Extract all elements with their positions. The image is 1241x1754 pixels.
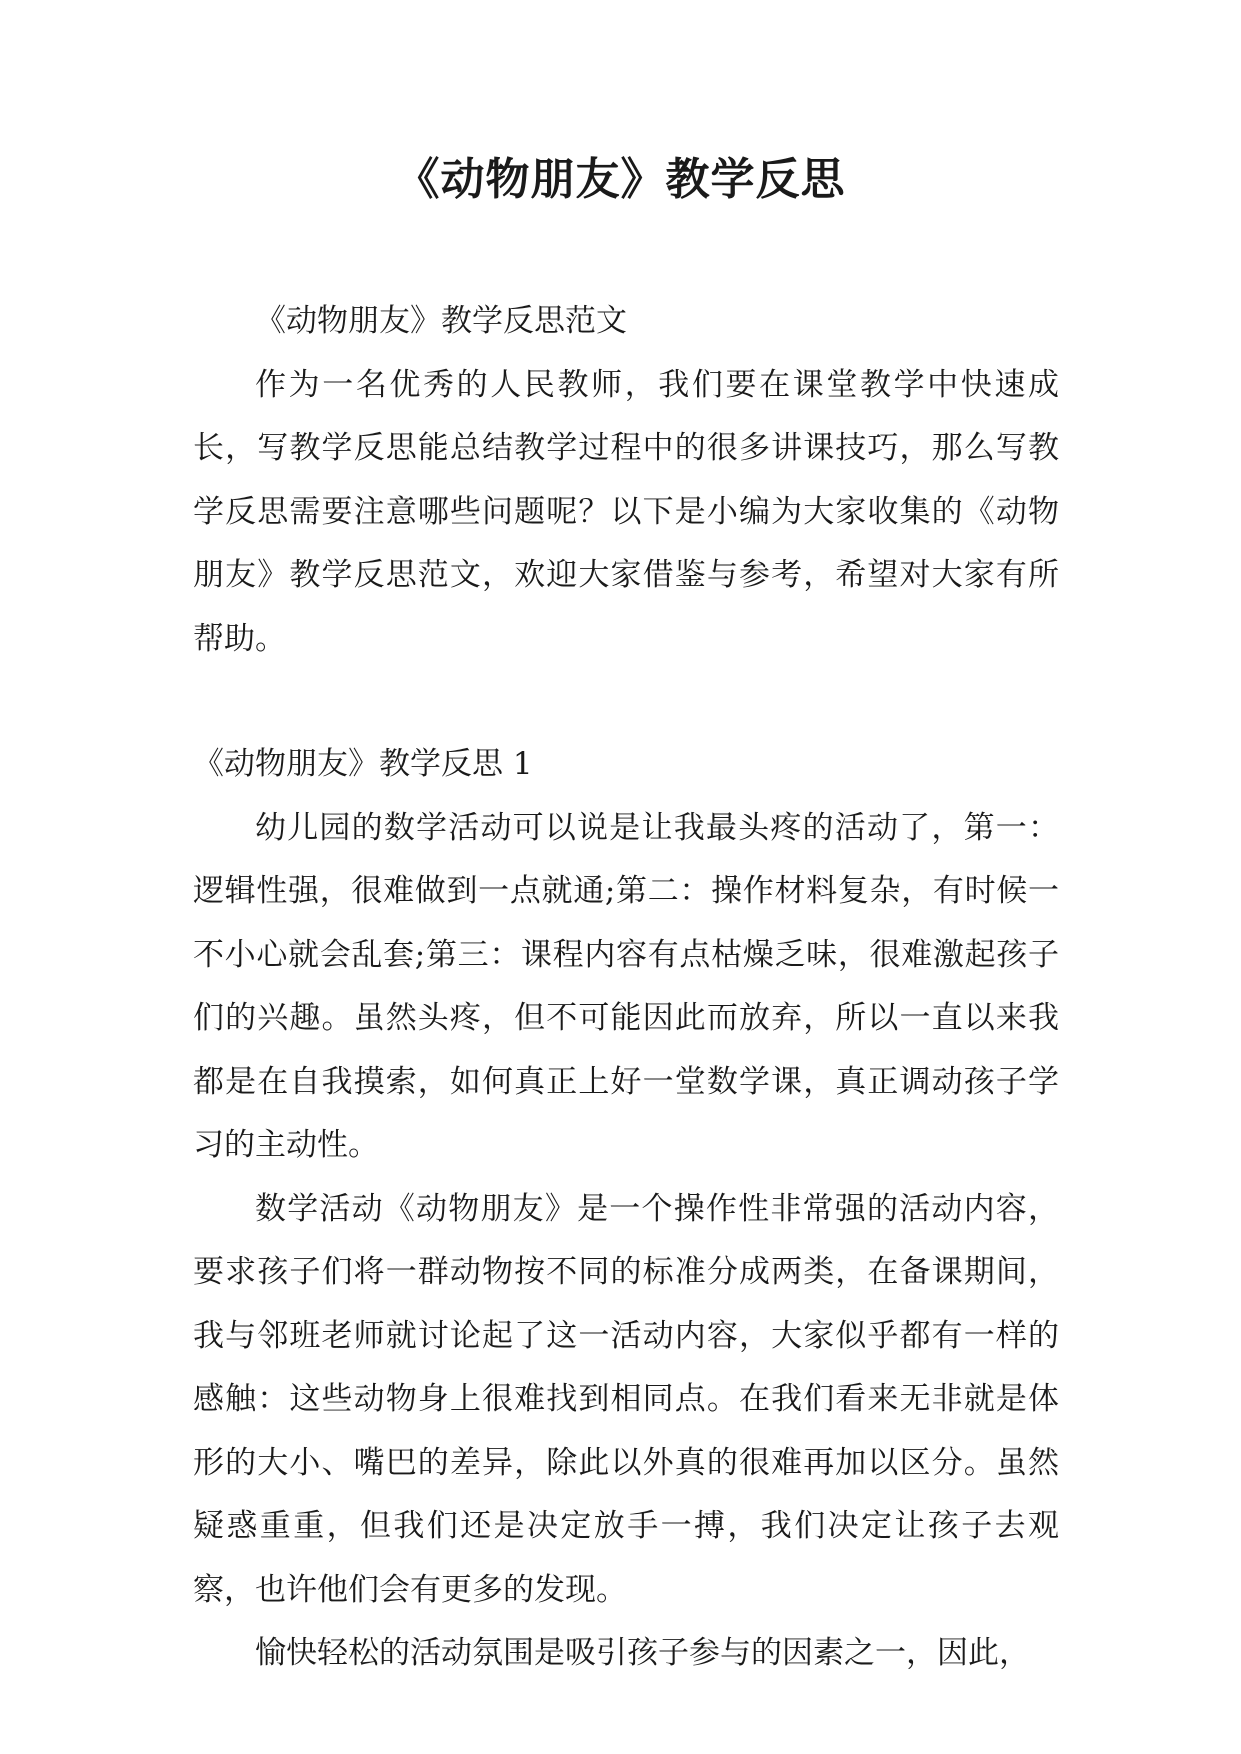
section-heading: 《动物朋友》教学反思 1 xyxy=(193,746,533,782)
body-paragraph-3: 愉快轻松的活动氛围是吸引孩子参与的因素之一，因此， xyxy=(255,1635,1030,1671)
document-title: 《动物朋友》教学反思 xyxy=(395,154,846,205)
document-subtitle: 《动物朋友》教学反思范文 xyxy=(255,303,627,339)
intro-paragraph: 作为一名优秀的人民教师，我们要在课堂教学中快速成长，写教学反思能总结教学过程中的很多讲课技巧，那么写教学反思需要注意哪些问题呢？以下是小编为大家收集的《动物朋友》教学反思范文，欢迎大家借鉴与参考，希望对大家有所帮助。 xyxy=(193,366,1059,657)
body-paragraph-1: 幼儿园的数学活动可以说是让我最头疼的活动了，第一：逻辑性强，很难做到一点就通;第二：操作材料复杂，有时候一不小心就会乱套;第三：课程内容有点枯燥乏味，很难激起孩子们的兴趣。虽然头疼，但不可能因此而放弃，所以一直以来我都是在自我摸索，如何真正上好一堂数学课，真正调动孩子学习的主动性。 xyxy=(193,809,1059,1163)
body-paragraph-2: 数学活动《动物朋友》是一个操作性非常强的活动内容，要求孩子们将一群动物按不同的标准分成两类，在备课期间，我与邻班老师就讨论起了这一活动内容，大家似乎都有一样的感触：这些动物身上很难找到相同点。在我们看来无非就是体形的大小、嘴巴的差异，除此以外真的很难再加以区分。虽然疑惑重重，但我们还是决定放手一搏，我们决定让孩子去观察，也许他们会有更多的发现。 xyxy=(193,1190,1059,1608)
document-body xyxy=(193,290,1059,1686)
